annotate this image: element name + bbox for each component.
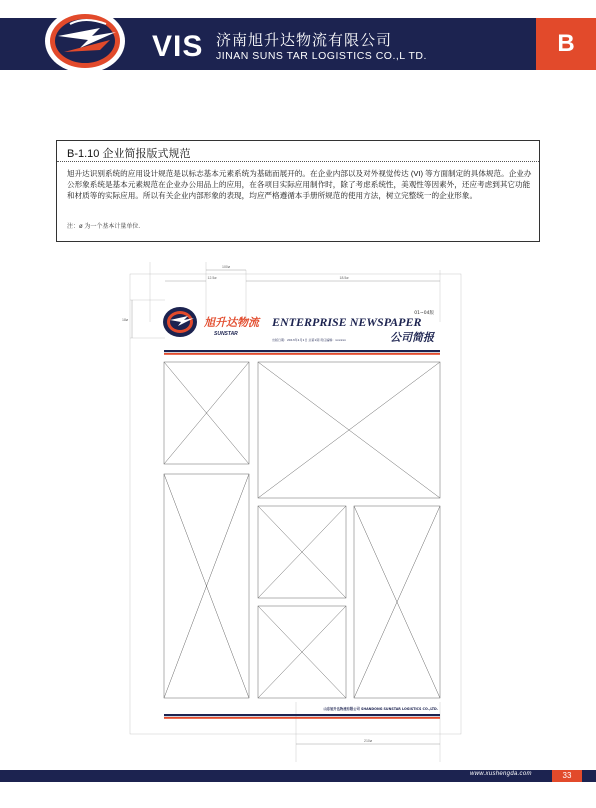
newspaper-title-en: ENTERPRISE NEWSPAPER [272,315,422,329]
image-placeholders [164,362,440,698]
vis-label: VIS [152,30,204,63]
issue-info-line: 出版日期：2013年1月1日 总第1期 责任编辑：xxxxxx [272,338,346,342]
newspaper-title-cn: 公司简报 [390,331,434,344]
issue-number: 01~04版 [414,311,434,316]
page-header [0,0,596,76]
masthead-logo-en: SUNSTAR [214,331,238,337]
newspaper-layout-drawing [110,262,480,762]
masthead-rule-red [164,353,440,355]
description-box [56,140,540,242]
footer-rule-navy [164,714,440,716]
newspaper-footer-line: 山东旭升达物流有限公司 SHANDONG SUNSTAR LOGISTICS CO.,LTD. [323,707,438,711]
section-title: B-1.10 企业简报版式规范 [67,148,191,160]
masthead-rule-navy [164,350,440,352]
website-text: www.xushengda.com [470,771,532,777]
title-divider [57,161,539,162]
page-number: 33 [552,770,582,782]
masthead-logo-icon [163,307,197,337]
description-paragraph: 旭升达识别系统的应用设计规范是以标志基本元素系统为基础而展开的。在企业内部以及对外视觉传达 (VI) 等方面制定的具体规范。企业办公形象系统是基本元素规范在企业办公用品上的应用，在各项目实际应用制作时，除了考虑系统性，美观性等因素外，还应考虑到其它功能和材质等的实际应用。所以有关企业内部形象的表现，均应严格遵循本手册所规范的使用方法，树立完整统一的企业形象。 [67,169,532,200]
dimension-label: 12.5ø [207,276,217,280]
footer-rule-red [164,717,440,719]
dimension-label: 18ø [122,318,129,322]
company-name-cn: 济南旭升达物流有限公司 [216,31,393,49]
unit-note: 注：ø 为一个基本计量单位. [67,224,140,230]
section-badge: B [536,18,596,70]
dimension-label: 210ø [364,739,372,743]
masthead-logo-cn: 旭升达物流 [204,316,259,329]
dimension-label: 100ø [222,265,230,269]
dimension-label: 18.5ø [339,276,349,280]
company-logo-icon [40,6,130,76]
company-name-en: JINAN SUNS TAR LOGISTICS CO.,L TD. [216,50,427,62]
